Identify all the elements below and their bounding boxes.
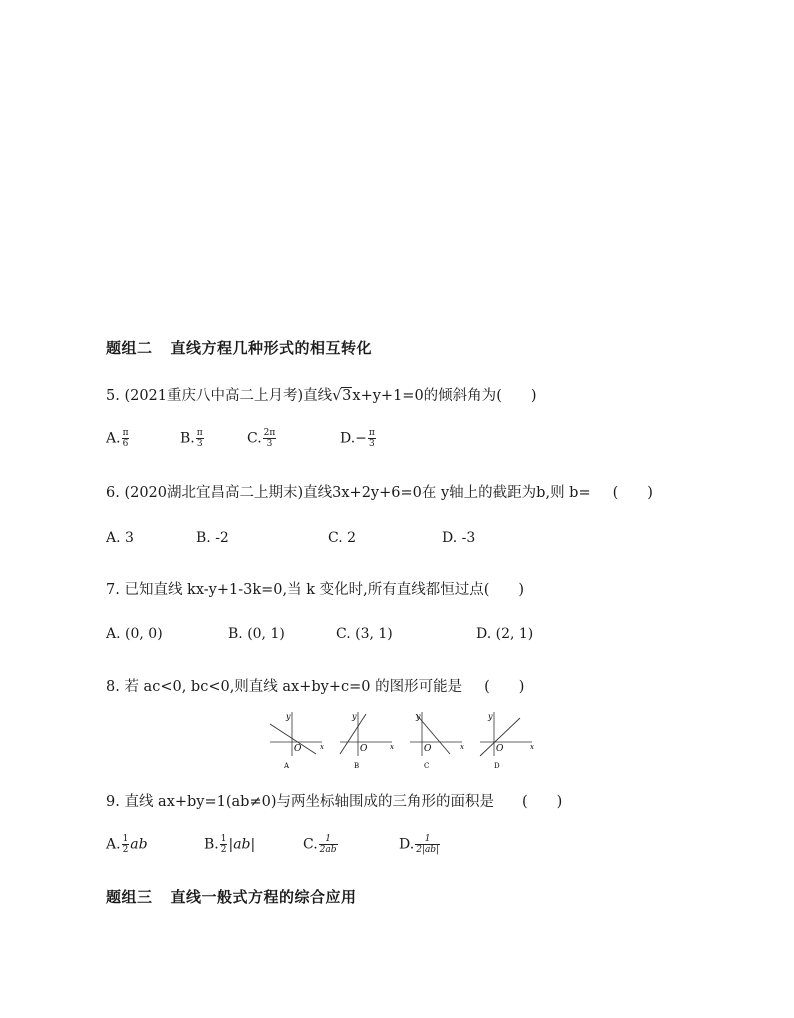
option-7b: B. (0, 1) xyxy=(228,626,285,642)
x-axis-label: x xyxy=(390,743,394,751)
fraction-numerator: 1 xyxy=(122,834,129,844)
option-5a xyxy=(106,428,130,449)
origin-label: O xyxy=(360,744,368,754)
figure-label: C xyxy=(424,762,430,770)
question-8 xyxy=(106,675,524,696)
figure-label: D xyxy=(494,762,500,770)
answer-paren: ( ) xyxy=(612,485,653,501)
option-7d: D. (2, 1) xyxy=(476,626,534,642)
fraction-numerator: π xyxy=(196,428,203,438)
graph-line xyxy=(416,714,450,754)
question-5-prefix: 5. (2021重庆八中高二上月考)直线 xyxy=(106,388,333,404)
figure-a xyxy=(270,712,324,770)
origin-label: O xyxy=(496,744,504,754)
x-axis-label: x xyxy=(530,743,534,751)
fraction-numerator: 1 xyxy=(319,834,338,845)
sqrt-symbol: √ 3 xyxy=(332,386,352,404)
option-7c: C. (3, 1) xyxy=(336,626,393,642)
option-letter: D.− xyxy=(340,430,367,447)
section-heading-3-number: 题组三 xyxy=(106,888,153,906)
option-9d xyxy=(399,834,441,855)
fraction-numerator: 1 xyxy=(220,834,227,844)
question-9 xyxy=(106,790,562,811)
question-9-text: 9. 直线 ax+by=1(ab≠0)与两坐标轴围成的三角形的面积是 xyxy=(106,794,494,810)
origin-label: O xyxy=(424,744,432,754)
fraction-numerator: π xyxy=(368,428,375,438)
answer-paren: ( ) xyxy=(496,388,537,404)
fraction xyxy=(368,428,376,449)
fraction xyxy=(196,428,204,449)
y-axis-label: y xyxy=(488,712,493,721)
option-5b xyxy=(180,428,205,449)
option-9a xyxy=(106,834,148,855)
answer-paren: ( ) xyxy=(522,794,563,810)
fraction xyxy=(415,834,440,855)
question-6-text: 6. (2020湖北宜昌高二上期末)直线3x+2y+6=0在 y轴上的截距为b,则 b= xyxy=(106,485,591,501)
origin-label: O xyxy=(294,744,302,754)
figure-label: A xyxy=(284,762,290,770)
x-axis-label: x xyxy=(460,743,464,751)
option-letter: D. xyxy=(399,836,415,853)
graph-line xyxy=(270,724,316,754)
option-9c xyxy=(303,834,339,855)
fraction-denominator: 3 xyxy=(196,439,203,449)
option-7a: A. (0, 0) xyxy=(106,626,163,642)
question-7: 7. 已知直线 kx-y+1-3k=0,当 k 变化时,所有直线都恒过点( ) xyxy=(106,582,525,598)
option-6b: B. -2 xyxy=(196,530,229,546)
option-letter: C. xyxy=(303,836,318,853)
question-8-text: 8. 若 ac<0, bc<0,则直线 ax+by+c=0 的图形可能是 xyxy=(106,679,463,695)
option-letter: C. xyxy=(247,430,262,447)
answer-paren: ( ) xyxy=(484,679,525,695)
section-heading-2-title: 直线方程几种形式的相互转化 xyxy=(170,339,373,357)
option-tail: |ab| xyxy=(228,836,256,853)
fraction xyxy=(263,428,277,449)
fraction xyxy=(319,834,338,855)
y-axis-label: y xyxy=(416,712,421,721)
y-axis-label: y xyxy=(286,712,291,721)
fraction-denominator: 3 xyxy=(369,439,375,449)
fraction-denominator: 6 xyxy=(122,439,129,449)
option-5c xyxy=(247,428,277,449)
fraction xyxy=(122,428,130,449)
fraction-denominator: 2 xyxy=(122,845,129,855)
fraction-numerator: 1 xyxy=(415,834,440,845)
fraction-denominator: 2|ab| xyxy=(416,845,440,855)
x-axis-label: x xyxy=(320,743,324,751)
question-6 xyxy=(106,481,653,502)
fraction-denominator: 2 xyxy=(220,845,227,855)
section-heading-2-number: 题组二 xyxy=(106,339,153,357)
option-5d xyxy=(340,428,377,449)
figure-b xyxy=(340,712,394,770)
fraction xyxy=(122,834,130,855)
figure-d xyxy=(480,712,534,770)
question-5-expression: x+y+1=0的倾斜角为 xyxy=(352,388,497,404)
fraction-denominator: 2ab xyxy=(319,845,337,855)
option-letter: B. xyxy=(204,836,219,853)
question-5-sqrt-radicand: 3 xyxy=(342,388,352,404)
figure-options-graph xyxy=(258,708,558,774)
option-9b xyxy=(204,834,255,855)
fraction-denominator: 3 xyxy=(266,439,273,449)
fraction xyxy=(220,834,228,855)
option-letter: A. xyxy=(106,836,121,853)
option-6d: D. -3 xyxy=(442,530,476,546)
figure-c xyxy=(410,712,464,770)
option-tail: ab xyxy=(130,836,148,853)
question-5 xyxy=(106,384,537,405)
option-letter: A. xyxy=(106,430,121,447)
option-letter: B. xyxy=(180,430,195,447)
section-heading-3 xyxy=(106,886,357,907)
option-6a: A. 3 xyxy=(106,530,134,546)
fraction-numerator: π xyxy=(122,428,129,438)
figure-label: B xyxy=(354,762,360,770)
option-6c: C. 2 xyxy=(328,530,357,546)
section-heading-3-title: 直线一般式方程的综合应用 xyxy=(170,888,357,906)
fraction-numerator: 2π xyxy=(263,428,276,438)
section-heading-2 xyxy=(106,337,372,358)
y-axis-label: y xyxy=(352,712,357,721)
